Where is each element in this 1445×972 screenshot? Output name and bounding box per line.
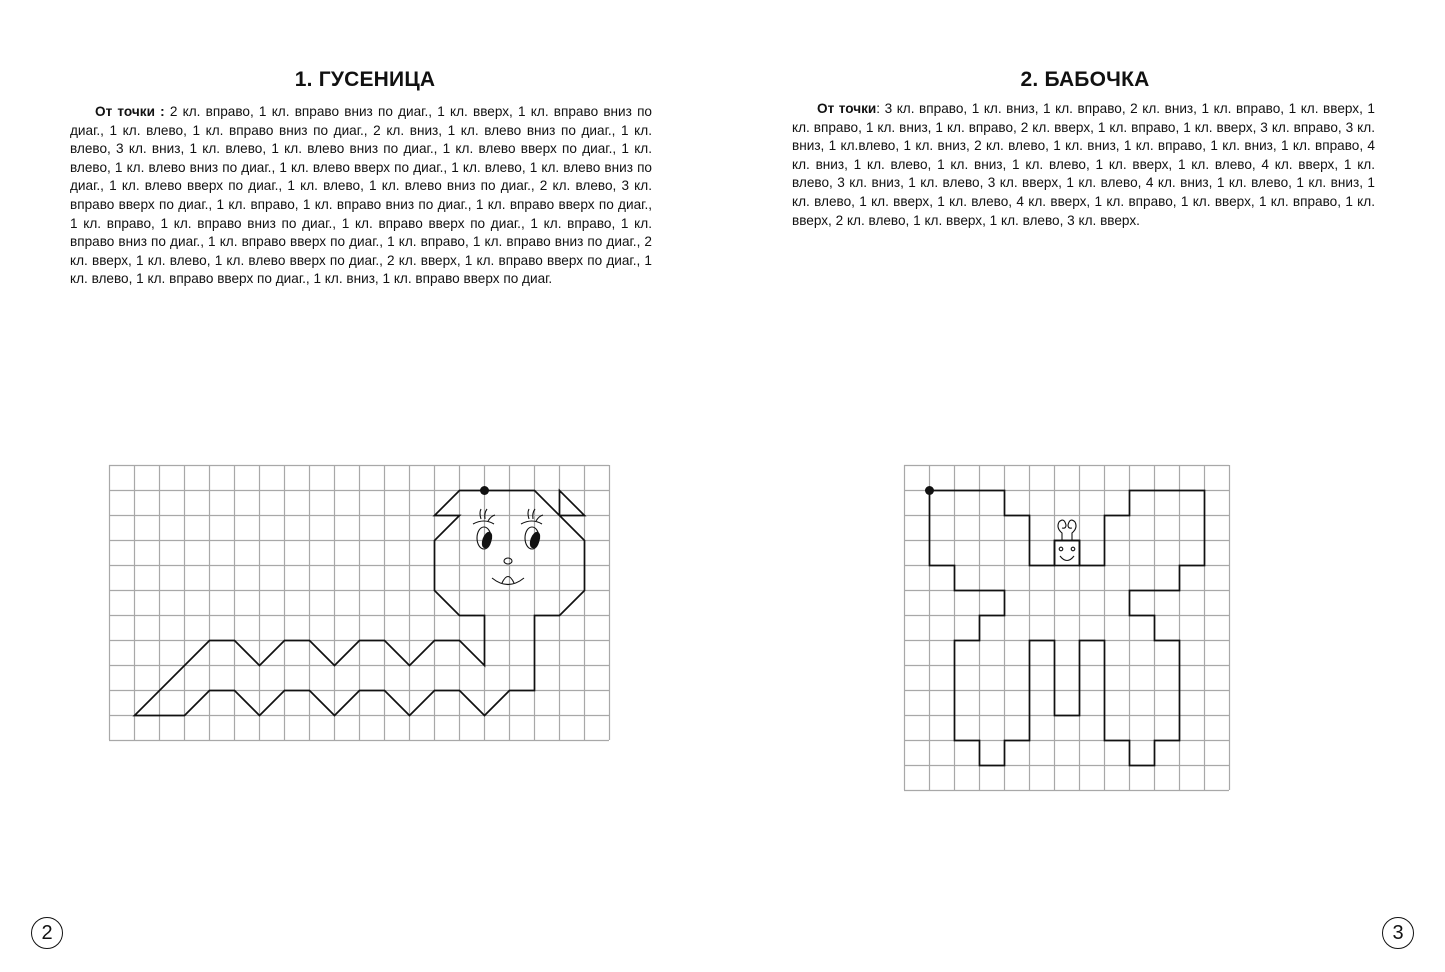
instructions-lead: От точки xyxy=(817,101,877,116)
instructions-lead: От точки : xyxy=(95,104,165,119)
grid-lines xyxy=(109,465,610,741)
butterfly-face xyxy=(1055,520,1080,565)
start-point-dot xyxy=(925,486,934,495)
exercise-title-butterfly: 2. БАБОЧКА xyxy=(1020,68,1150,91)
instructions-text: : 3 кл. вправо, 1 кл. вниз, 1 кл. вправо, 2 кл. вниз, 1 кл. вправо, 1 кл. вверх, 1 кл. вправо, 1 кл. вниз, 1 кл. вправо, 2 кл. вверх, 1 кл. вправо, 1 кл. вверх, 3 кл. вправо, 3 кл. вниз, 1 кл.влево, 1 кл. вниз, 2 кл. влево, 1 кл. вниз, 1 кл. вправо, 1 кл. вниз, 1 кл. вправо, 4 кл. вниз, 1 кл. влево, 1 кл. вниз, 1 кл. влево, 1 кл. вверх, 1 кл. влево, 4 кл. вверх, 1 кл. влево, 3 кл. вниз, 1 кл. влево, 3 кл. вверх, 1 кл. влево, 4 кл. вниз, 1 кл. влево, 1 кл. вниз, 1 кл. влево, 1 кл. вверх, 1 кл. влево, 4 кл. вверх, 1 кл. вправо, 1 кл. вверх, 1 кл. вправо, 1 кл. вверх, 2 кл. влево, 1 кл. вверх, 1 кл. влево, 3 кл. вверх. xyxy=(792,101,1375,228)
page-number-left: 2 xyxy=(31,917,63,949)
start-point-dot xyxy=(480,486,489,495)
butterfly-grid xyxy=(904,465,1230,791)
page-number-right: 3 xyxy=(1382,917,1414,949)
grid-lines xyxy=(904,465,1230,791)
caterpillar-face xyxy=(473,509,543,585)
instructions-butterfly xyxy=(792,100,1375,230)
exercise-title-caterpillar: 1. ГУСЕНИЦА xyxy=(294,68,436,91)
figure-outline xyxy=(930,491,1205,766)
instructions-caterpillar xyxy=(70,103,652,289)
instructions-text: 2 кл. вправо, 1 кл. вправо вниз по диаг., 1 кл. вверх, 1 кл. вправо вниз по диаг., 1 кл. влево, 1 кл. вправо вниз по диаг., 2 кл. вниз, 1 кл. влево вниз по диаг., 1 кл. влево, 3 кл. вниз, 1 кл. влево, 1 кл. влево вниз по диаг., 1 кл. влево вверх по диаг., 1 кл. влево, 1 кл. влево вниз по диаг., 1 кл. влево вверх по диаг., 1 кл. влево, 1 кл. влево вниз по диаг., 1 кл. влево вверх по диаг., 1 кл. влево, 1 кл. влево вниз по диаг., 2 кл. влево, 3 кл. вправо вверх по диаг., 1 кл. вправо, 1 кл. вправо вниз по диаг., 1 кл. вправо вверх по диаг., 1 кл. вправо, 1 кл. вправо вниз по диаг., 1 кл. вправо вверх по диаг., 1 кл. вправо, 1 кл. вправо вниз по диаг., 1 кл. вправо вверх по диаг., 1 кл. вправо, 1 кл. вправо вниз по диаг., 2 кл. вверх, 1 кл. влево, 1 кл. влево вверх по диаг., 2 кл. вверх, 1 кл. вправо вверх по диаг., 1 кл. влево, 1 кл. вправо вверх по диаг., 1 кл. вниз, 1 кл. вправо вверх по диаг. xyxy=(70,104,652,287)
caterpillar-grid xyxy=(109,465,609,741)
